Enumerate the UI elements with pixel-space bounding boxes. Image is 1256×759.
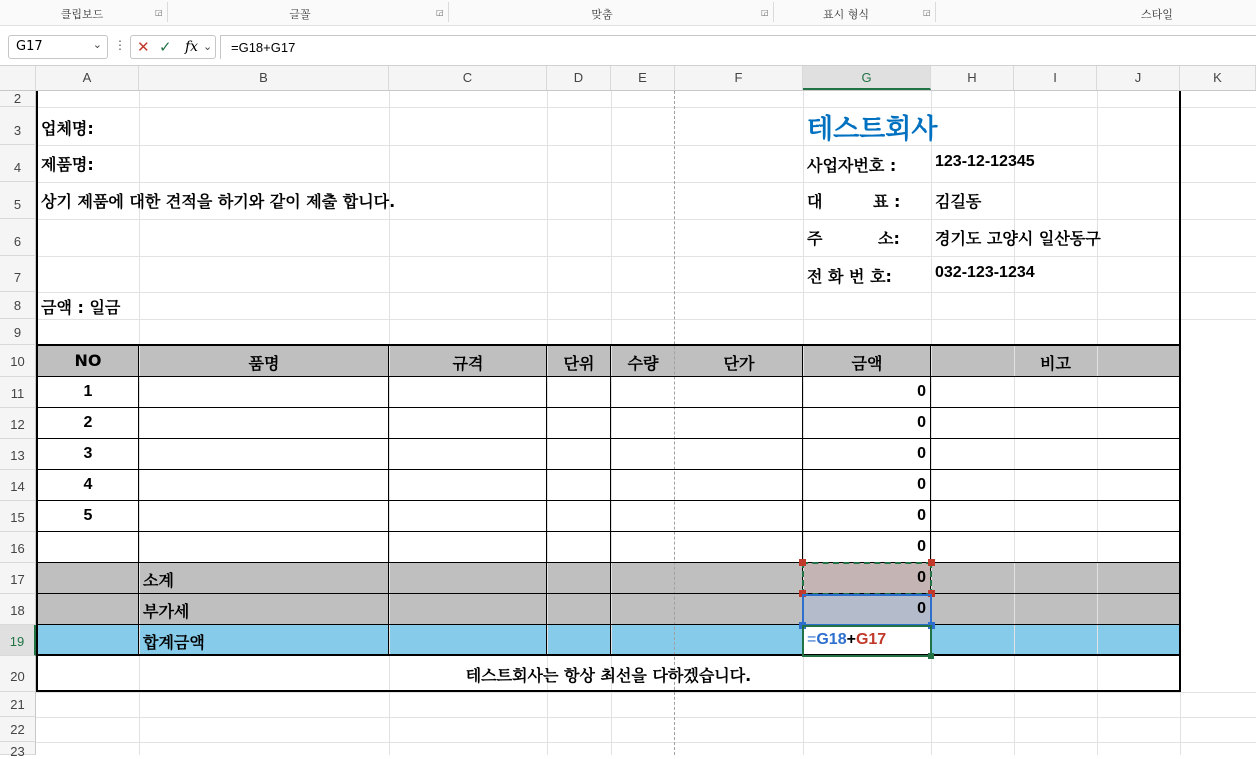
address-value: 경기도 고양시 일산동구 [935,229,1101,248]
row-amount-3: 0 [917,445,926,462]
alignment-launcher-icon[interactable]: ◲ [761,8,769,17]
ribbon-group-clipboard[interactable]: 클립보드 [60,8,104,21]
row-header-16[interactable]: 16 [0,532,36,563]
amount-label: 금액 : 일금 [41,298,121,317]
column-header-j[interactable]: J [1097,66,1180,90]
row-header-17[interactable]: 17 [0,563,36,594]
column-header-b[interactable]: B [139,66,389,90]
footer-message: 테스트회사는 항상 최선을 다하겠습니다. [465,666,752,685]
formula-equals: = [807,631,817,648]
ribbon-group-styles[interactable]: 스타일 [1141,8,1173,21]
row-header-13[interactable]: 13 [0,439,36,470]
row-header-3[interactable]: 3 [0,107,36,145]
row-header-18[interactable]: 18 [0,594,36,625]
chevron-down-icon[interactable]: ⌄ [203,40,213,53]
row-header-5[interactable]: 5 [0,182,36,219]
row-amount-6: 0 [917,538,926,555]
rep-name: 김길동 [935,192,982,211]
addr-label-2: 소: [878,229,900,248]
row-header-6[interactable]: 6 [0,219,36,256]
fill-handle[interactable] [928,653,934,659]
row-amount-1: 0 [917,383,926,400]
total-label: 합계금액 [143,633,205,652]
subtotal-value: 0 [917,569,926,586]
header-amount: 금액 [851,354,883,373]
row-header-23[interactable]: 23 [0,742,36,755]
header-unit-price: 단가 [723,354,755,373]
ribbon-separator [167,2,168,22]
row-header-20[interactable]: 20 [0,656,36,692]
row-no-3: 3 [83,445,93,462]
row-header-10[interactable]: 10 [0,345,36,377]
product-label: 제품명: [41,155,94,174]
rep-label-1: 대 [807,192,823,211]
row-header-21[interactable]: 21 [0,692,36,717]
ribbon-group-font[interactable]: 글꼴 [289,8,311,21]
column-header-f[interactable]: F [675,66,803,90]
column-header-k[interactable]: K [1180,66,1256,90]
row-no-4: 4 [83,476,93,493]
header-remarks: 비고 [1040,354,1071,373]
name-box[interactable] [8,35,108,59]
column-header-h[interactable]: H [931,66,1014,90]
formula-text: =G18+G17 [231,40,296,55]
row-header-14[interactable]: 14 [0,470,36,501]
ref-handle[interactable] [928,559,935,566]
more-options-icon[interactable]: ⋮ [114,38,126,52]
header-qty: 수량 [627,354,659,373]
vendor-label: 업체명: [41,119,94,138]
ref-handle[interactable] [799,559,806,566]
header-spec: 규격 [452,354,484,373]
g17-reference-marquee [802,562,932,595]
column-header-a[interactable]: A [36,66,139,90]
ribbon-separator [448,2,449,22]
formula-bar [0,26,1256,66]
row-amount-2: 0 [917,414,926,431]
company-name: 테스트회사 [807,114,938,145]
row-no-1: 1 [83,383,93,400]
tel-value: 032-123-1234 [935,264,1035,281]
header-no: NO [74,351,102,370]
total-row-fill [36,625,1180,656]
number-launcher-icon[interactable]: ◲ [923,8,931,17]
column-header-d[interactable]: D [547,66,611,90]
row-header-22[interactable]: 22 [0,717,36,742]
quote-statement: 상기 제품에 대한 견적을 하기와 같이 제출 합니다. [41,192,396,211]
row-header-8[interactable]: 8 [0,292,36,319]
column-header-e[interactable]: E [611,66,675,90]
ribbon-group-number-format[interactable]: 표시 형식 [822,8,870,21]
addr-label-1: 주 [807,229,823,248]
header-unit: 단위 [563,354,595,373]
row-header-2[interactable]: 2 [0,91,36,107]
formula-input[interactable] [220,35,1256,59]
row-amount-5: 0 [917,507,926,524]
g18-reference-box [802,594,932,626]
formula-plus: + [846,631,856,648]
row-header-12[interactable]: 12 [0,408,36,439]
vat-value: 0 [917,600,926,617]
subtotal-label: 소계 [143,571,174,590]
row-header-19[interactable]: 19 [0,625,36,656]
column-header-g[interactable]: G [803,66,931,90]
name-box-value: G17 [16,39,43,54]
formula-actions [130,35,216,59]
row-header-7[interactable]: 7 [0,256,36,292]
font-launcher-icon[interactable]: ◲ [436,8,444,17]
ribbon-group-alignment[interactable]: 맞춤 [591,8,613,21]
row-header-15[interactable]: 15 [0,501,36,532]
subtotal-rows-fill [36,563,1180,625]
column-header-c[interactable]: C [389,66,547,90]
formula-ref-g17: G17 [855,631,887,648]
header-item: 품명 [248,354,280,373]
reg-no-value: 123-12-12345 [935,153,1035,170]
row-header-4[interactable]: 4 [0,145,36,182]
rep-label-2: 표 : [873,192,901,211]
row-amount-4: 0 [917,476,926,493]
reg-no-label: 사업자번호 : [807,156,897,175]
chevron-down-icon[interactable]: ⌄ [92,38,102,51]
cancel-icon[interactable]: ✕ [137,38,150,56]
ribbon-separator [773,2,774,22]
active-cell-g19[interactable] [802,625,932,657]
formula-ref-g18: G18 [816,631,847,648]
tel-label: 전 화 번 호: [807,267,892,286]
clipboard-launcher-icon[interactable]: ◲ [155,8,163,17]
ribbon-group-bar [0,0,1256,26]
row-header-9[interactable]: 9 [0,319,36,345]
select-all-corner[interactable] [0,66,36,90]
row-no-2: 2 [83,414,93,431]
insert-function-icon[interactable]: fx [185,39,199,55]
vat-label: 부가세 [143,602,190,621]
row-no-5: 5 [83,507,93,524]
enter-check-icon[interactable]: ✓ [159,38,172,56]
row-header-11[interactable]: 11 [0,377,36,408]
column-header-bar [0,66,1256,91]
ribbon-separator [935,2,936,22]
column-header-i[interactable]: I [1014,66,1097,90]
